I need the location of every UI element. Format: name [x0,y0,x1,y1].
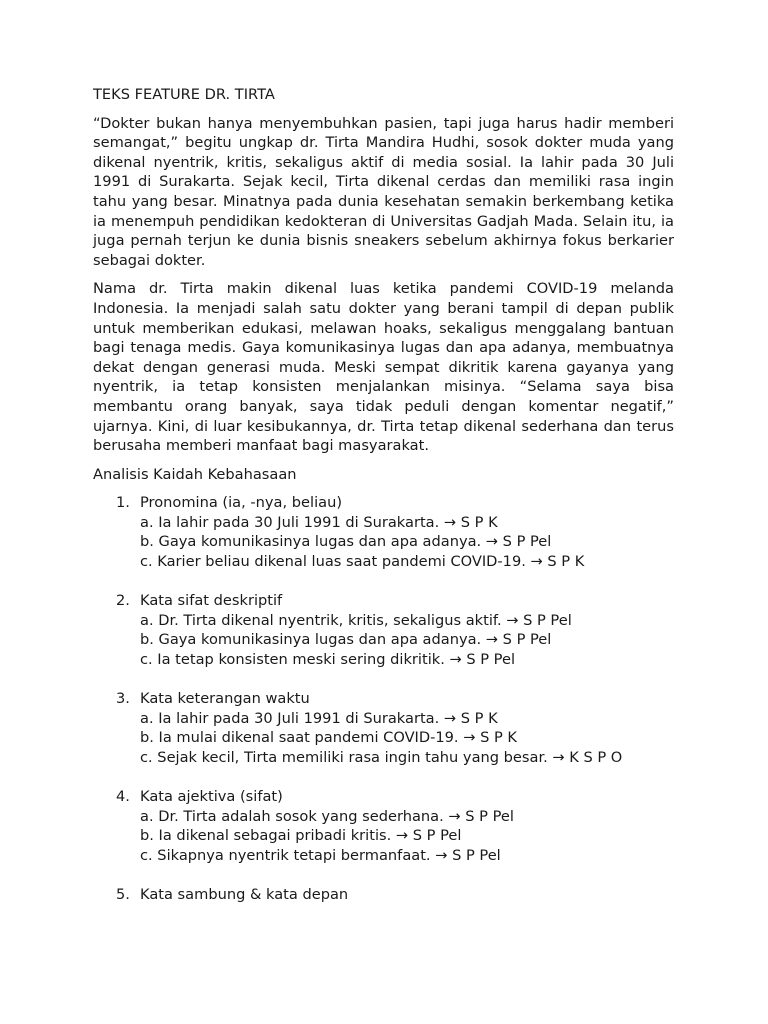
example-sentence: b. Gaya komunikasinya lugas dan apa adanya. → S P Pel [140,631,552,649]
item-heading: Kata ajektiva (sifat) [140,788,283,806]
document-page [93,85,674,905]
paragraph-pandemic: Nama dr. Tirta makin dikenal luas ketika pandemi COVID-19 melanda Indonesia. Ia menjadi salah satu dokter yang berani tampil di depan publik untuk memberikan edukasi, melawan hoaks, sekaligus menggalang bantuan bagi tenaga medis. Gaya komunikasinya lugas dan apa adanya, membuatnya dekat dengan generasi muda. Meski sempat dikritik karena gayanya yang nyentrik, ia tetap konsisten menjalankan misinya. “Selama saya bisa membantu orang banyak, saya tidak peduli dengan komentar negatif,” ujarnya. Kini, di luar kesibukannya, dr. Tirta tetap dikenal sederhana dan terus berusaha memberi manfaat bagi masyarakat. [93,280,674,455]
item-number: 2. [116,592,130,610]
item-number: 5. [116,886,130,904]
item-heading: Kata sifat deskriptif [140,592,283,610]
example-sentence: b. Ia mulai dikenal saat pandemi COVID-19. → S P K [140,729,517,747]
analysis-item-ajektiva [93,787,674,865]
analysis-item-pronomina [93,493,674,571]
item-number: 4. [116,788,130,806]
paragraph-intro: “Dokter bukan hanya menyembuhkan pasien, tapi juga harus hadir memberi semangat,” begitu ungkap dr. Tirta Mandira Hudhi, sosok dokter muda yang dikenal nyentrik, kritis, sekaligus aktif di media sosial. Ia lahir pada 30 Juli 1991 di Surakarta. Sejak kecil, Tirta dikenal cerdas dan memiliki rasa ingin tahu yang besar. Minatnya pada dunia kesehatan semakin berkembang ketika ia menempuh pendidikan kedokteran di Universitas Gadjah Mada. Selain itu, ia juga pernah terjun ke dunia bisnis sneakers sebelum akhirnya fokus berkarier sebagai dokter. [93,114,674,269]
item-heading: Pronomina (ia, -nya, beliau) [140,494,343,512]
example-sentence: b. Ia dikenal sebagai pribadi kritis. → S P Pel [140,827,462,845]
example-sentence: a. Ia lahir pada 30 Juli 1991 di Surakarta. → S P K [140,709,498,727]
item-number: 1. [116,494,130,512]
item-heading: Kata sambung & kata depan [140,886,349,904]
analysis-item-kata-sambung [93,885,674,905]
example-sentence: a. Ia lahir pada 30 Juli 1991 di Surakarta. → S P K [140,513,498,531]
example-sentence: c. Sikapnya nyentrik tetapi bermanfaat. → S P Pel [140,846,501,864]
example-sentence: b. Gaya komunikasinya lugas dan apa adanya. → S P Pel [140,533,552,551]
example-sentence: c. Karier beliau dikenal luas saat pandemi COVID-19. → S P K [140,553,585,571]
example-sentence: a. Dr. Tirta adalah sosok yang sederhana. → S P Pel [140,807,514,825]
item-number: 3. [116,690,130,708]
analysis-list [93,493,674,904]
example-sentence: c. Sejak kecil, Tirta memiliki rasa ingin tahu yang besar. → K S P O [140,749,623,766]
document-title: TEKS FEATURE DR. TIRTA [93,86,275,103]
item-heading: Kata keterangan waktu [140,690,310,708]
analysis-heading: Analisis Kaidah Kebahasaan [93,465,297,483]
analysis-item-kata-sifat [93,591,674,669]
example-sentence: c. Ia tetap konsisten meski sering dikritik. → S P Pel [140,651,515,669]
analysis-item-keterangan-waktu [93,689,674,767]
example-sentence: a. Dr. Tirta dikenal nyentrik, kritis, sekaligus aktif. → S P Pel [140,611,572,629]
